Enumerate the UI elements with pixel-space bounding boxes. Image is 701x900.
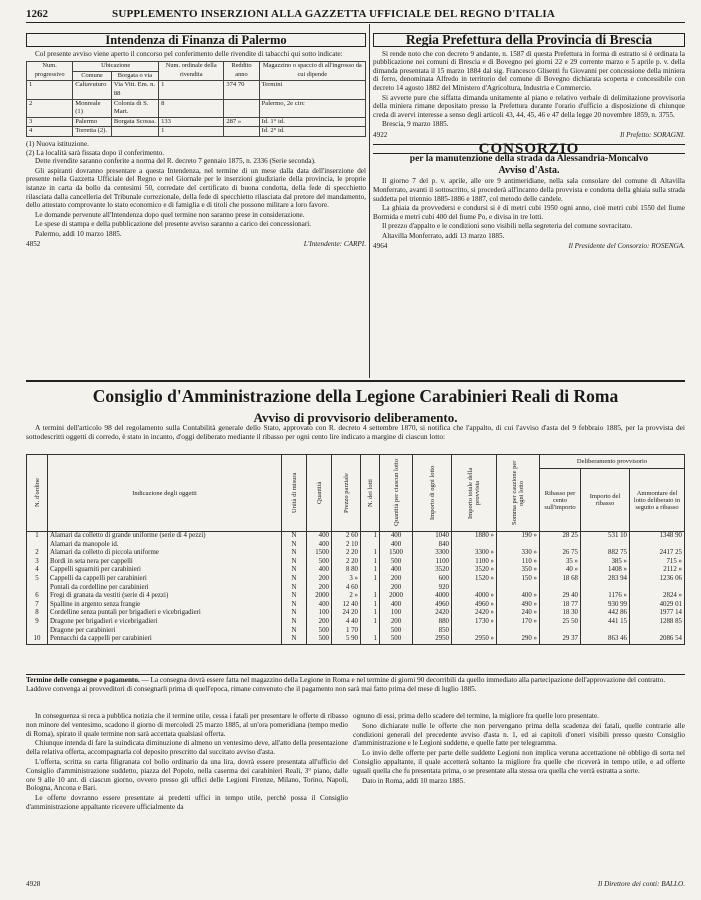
consorzio-title: CONSORZIO [373,144,685,155]
cell [581,541,630,550]
cell: 500 [307,635,332,644]
cell: Palermo, 2e circ [259,99,365,117]
cell: 2420 » [452,609,497,618]
cell: 490 » [497,601,540,610]
th-unita: Unità di misura [290,472,298,514]
place-date: Brescia, 9 marzo 1885. [382,120,449,129]
cell: N [282,601,307,610]
cell: 110 » [497,558,540,567]
cell: 8 [159,99,224,117]
header-title: SUPPLEMENTO INSERZIONI ALLA GAZZETTA UFFICIALE DEL REGNO D'ITALIA [112,8,556,20]
cell: 2 10 [332,541,361,550]
cell: 3 » [332,575,361,584]
footnote: (1) Nuova istituzione. [26,139,89,148]
cell: 200 [307,584,332,593]
cell: 3520 » [452,566,497,575]
cell: 24 20 [332,609,361,618]
cell: 500 [380,635,413,644]
notice-number: 4928 [26,880,41,888]
cell [224,99,259,117]
th-reddito: Reddito anno [224,62,259,81]
cell: Dragone per brigadieri e vicebrigadieri [48,618,282,627]
cell: 1 [361,566,380,575]
cell: 283 94 [581,575,630,584]
cell: 4960 » [452,601,497,610]
consorzio-subtitle: per la manutenzione della strada da Alessandria-Moncalvo [409,154,649,165]
cell: 2 60 [332,532,361,541]
cell [540,584,581,593]
th-ubicazione: Ubicazione [73,62,159,72]
place-date: Dato in Roma, addì 10 marzo 1885. [362,776,466,785]
th-lotti: N. dei lotti [366,479,374,507]
cell: 500 [380,627,413,636]
table-bottom-rule [26,674,685,675]
cell: 150 » [497,575,540,584]
bottom-left-text [26,712,348,813]
table-row [27,99,366,117]
terms-text: — La consegna dovrà essere fatta nel magazzino della Legione in Roma e nel termine di giorni 90 decorribili da quello immediato alla partecipazione dell'approvazione del contratto. Laddove convenga ai provveditori di consegnarli prima di quell'epoca, rimane convenuto che il pagamento non sarà mai fatto prima del mese di luglio 1885. [26,676,666,693]
cell: 1 [361,618,380,627]
cell: 930 99 [581,601,630,610]
table-row [27,584,685,593]
table-row [27,618,685,627]
cell: 330 » [497,549,540,558]
lots-table [26,454,685,645]
cell: 35 » [540,558,581,567]
table-row [27,549,685,558]
cell: 290 » [497,635,540,644]
cell: 1 [159,127,224,137]
main-intro: A termini dell'articolo 98 del regolamento sulla Contabilità generale dello Stato, approvato con R. decreto 4 settembre 1870, si notifica che l'appalto, di cui l'avviso d'asta del 9 febbraio 1885, per la provvista dei sottodescritti oggetti di corredo, è stato in incanto, d'oggi deliberato mediante il ribasso per ogni cento lire indicato a margine di ciascun lotto: [26,423,685,441]
notice-number: 4852 [26,240,41,249]
th-comune: Comune [73,71,112,81]
th-magazzino: Magazzino o spaccio di all'ingrosso da cui dipende [259,62,365,81]
body-paragraph: ognuno di essi, prima dello scadere del termine, la migliore fra quelle loro presentate. [353,712,599,720]
cell: 400 [380,532,413,541]
cell: N [282,566,307,575]
cell: 1 [361,575,380,584]
cell: 400 » [497,592,540,601]
signature: Il Presidente del Consorzio: ROSENGA. [568,242,685,251]
cell: 6 [27,592,48,601]
cell: 1 [361,558,380,567]
cell [630,584,685,593]
cell: 4000 » [452,592,497,601]
cell: 3 [27,117,73,127]
cell: 1408 » [581,566,630,575]
cell: 2086 54 [630,635,685,644]
cell: 1 70 [332,627,361,636]
right-notices [373,33,685,380]
cell: 200 [380,584,413,593]
body-paragraph: Le offerte dovranno essere presentate ai predetti uffici in tempo utile, perchè possa il Consiglio d'amministrazione appaltante ricevere ufficialmente da [26,794,348,811]
table-row [27,532,685,541]
cell [452,627,497,636]
table-row [27,541,685,550]
body-paragraph: L'offerta, scritta su carta filigranata col bollo ordinario da una lira, dovrà essere presentata all'ufficio del Consiglio d'amministrazione suddetto, piazza del Popolo, nella caserma dei carabinieri Reali, 3° piano, dalle ore 9 alle 10 ant. di ciascun giorno, ovvero presso gli uffici delle Legioni Firenze, Milano, Torino, Napoli, Bologna, Ancona e Bari. [26,757,348,793]
notice-number: 4922 [373,130,388,139]
cell: 170 » [497,618,540,627]
body-paragraph: In conseguenza si reca a pubblica notizia che il termine utile, cessa i fatali per presentare le offerte di ribasso non minore del ventesimo, scadono il giorno di mercoledì 25 marzo 1885, al un'ora pomeridiana (tempo medio di Roma), spirato il quale termine non sarà accettata qualsiasi offerta. [26,712,348,738]
terms-lead: Termine delle consegne e pagamento. [26,676,140,684]
cell: 715 » [630,558,685,567]
cell: 1880 » [452,532,497,541]
consorzio-paragraph: Il giorno 7 del p. v. aprile, alle ore 9 antimeridiane, nella sala consolare del comune di Altavilla Monferrato, avanti il sottoscritto, si procederà all'incanto della provvista e condotta della ghiaia sulla strada suddetta pel triennio 1885-1886 e 1887, col metodo delle candele. [373,177,685,203]
cell [540,627,581,636]
cell: 2000 [307,592,332,601]
th-quantita-lotto: Quantità per ciascun lotto [392,459,400,527]
cell: 4 [27,127,73,137]
column-divider [369,24,370,378]
cell: 2000 [380,592,413,601]
cell: N [282,618,307,627]
cell [27,541,48,550]
cell: 400 [380,601,413,610]
cell: 200 [307,618,332,627]
cell: 1236 06 [630,575,685,584]
cell: 4029 01 [630,601,685,610]
cell: 400 [380,566,413,575]
cell: Spalline in argento senza frangie [48,601,282,610]
cell: 40 » [540,566,581,575]
cell: 2420 [413,609,452,618]
signature: L'Intendente: CARPI. [303,240,366,249]
cell: 400 [307,532,332,541]
signature-line [373,131,685,140]
cell: 100 [307,609,332,618]
body-paragraph: Lo invio delle offerte per parte delle suddette Legioni non implica veruna accettazione nè obbligo di sorta nel Consiglio appaltante, il quale accetterà soltanto la migliore fra quelle che riceverà in tempo utile, e ad offerte uguali quella che fu presentata prima, o se presentate alla stessa ora quella che verrà estratta a sorte. [353,749,685,775]
cell: N [282,584,307,593]
cell: 350 » [497,566,540,575]
avviso-heading: Avviso d'Asta. [498,164,560,176]
cell: 500 [307,558,332,567]
th-cauzione: Somma per cauzione per ogni lotto [511,460,525,526]
cell: 1520 » [452,575,497,584]
signature: Il Prefetto: SORAGNI. [619,130,685,139]
cell: 200 [380,618,413,627]
cell: 600 [413,575,452,584]
cell: 200 [380,575,413,584]
left-paragraph: Dette rivendite saranno conferite a norma del R. decreto 7 gennaio 1875, n. 2336 (Serie seconda). [35,157,316,166]
th-importo-totale: Importo totale della provvista [467,467,481,519]
cell: 400 [307,541,332,550]
cell: Cappelli sguarniti per carabinieri [48,566,282,575]
table-row [27,558,685,567]
table-row [27,566,685,575]
signature-line [26,240,366,249]
signature-line [373,242,685,251]
cell: 8 [27,609,48,618]
cell [540,541,581,550]
cell: Id. 2° id. [259,127,365,137]
th-ordinale: Num. ordinale della rivendita [159,62,224,81]
left-paragraph: Le spese di stampa e della pubblicazione del presente avviso saranno a carico dei concessionari. [35,220,312,229]
cell: 200 [307,575,332,584]
cell: 2417 25 [630,549,685,558]
cell: 3300 » [452,549,497,558]
left-notice-title: Intendenza di Finanza di Palermo [26,33,366,47]
th-borgata: Borgata o via [111,71,158,81]
cell: 4 40 [332,618,361,627]
cell: 8 80 [332,566,361,575]
cell [27,584,48,593]
cell: 1288 85 [630,618,685,627]
cell: 26 75 [540,549,581,558]
th-importo-ribasso: Importo del ribasso [581,469,630,532]
cell: Alamari da manopole id. [48,541,282,550]
cell: 863 46 [581,635,630,644]
notice-number: 4964 [373,242,388,251]
left-paragraph: Col presente avviso viene aperto il concorso pel conferimento delle rivendite di tabacchi qui sotto indicate: [35,49,343,58]
cell: 1100 [413,558,452,567]
cell: N [282,627,307,636]
cell: Alamari da colletto di piccola uniforme [48,549,282,558]
cell: 1 [361,592,380,601]
th-quantita: Quantità [315,481,323,505]
cell: 12 40 [332,601,361,610]
table-row [27,635,685,644]
th-importo-lotto: Importo di ogni lotto [428,465,436,521]
cell: 2950 [413,635,452,644]
cell: N [282,609,307,618]
cell: 1730 » [452,618,497,627]
cell: 2824 » [630,592,685,601]
cell: Termini [259,81,365,99]
cell: 1 [27,81,73,99]
cell: 840 [413,541,452,550]
cell: 5 [27,575,48,584]
cell: 18 77 [540,601,581,610]
cell: 400 [307,601,332,610]
signature-line [26,880,685,888]
cell: 2 [27,99,73,117]
main-title: Consiglio d'Amministrazione della Legione Carabinieri Reali di Roma [92,386,619,406]
cell: 400 [380,541,413,550]
cell: 100 [380,609,413,618]
cell: 1977 14 [630,609,685,618]
cell: 400 [307,566,332,575]
cell: 1348 90 [630,532,685,541]
cell: 18 30 [540,609,581,618]
signature: Il Direttore dei conti: BALLO. [597,880,685,888]
cell: Pennacchi da cappelli per carabinieri [48,635,282,644]
left-paragraph: Le domande pervenute all'Intendenza dopo quel termine non saranno prese in considerazione. [35,210,305,219]
table-row [27,627,685,636]
cell [497,584,540,593]
cell: 3 [27,558,48,567]
cell: N [282,549,307,558]
cell: 1 [361,532,380,541]
cell: 2112 » [630,566,685,575]
cell: 10 [27,635,48,644]
table-row [27,592,685,601]
cell: Via Vitt. Em. n. 88 [111,81,158,99]
table-row [27,609,685,618]
right-notice-title: Regia Prefettura della Provincia di Brescia [373,33,685,47]
cell: 374 70 [224,81,259,99]
cell: 500 [380,558,413,567]
consorzio-paragraph: La ghiaia da provvedersi e condursi si è di metri cubi 1950 ogni anno, cioè metri cubi 1550 del fiume Bormida e metri cubi 400 del fiume Po, e divisa in tre lotti. [373,204,685,221]
right-paragraph: Si avverte pure che siffatta dimanda unitamente al piano e relativo verbale di delimitazione provvisoria della miniera rimane depositato presso la Prefettura durante l'orario d'ufficio a disposizione di chiunque creda di avervi interesse a senso degli articoli 43, 44, 45, 46 e 47 della legge 20 novembre 1859, n. 3755. [373,93,685,119]
table-row [27,117,366,127]
cell: 531 10 [581,532,630,541]
cell: 2 20 [332,558,361,567]
place-date: Altavilla Monferrato, addì 13 marzo 1885. [382,231,505,240]
footnote: (2) La località sarà fissata dopo il conferimento. [26,148,165,157]
cell: Fregi di granata da vestiti (serie di 4 pezzi) [48,592,282,601]
cell: 1 [159,81,224,99]
cell: 1 [361,635,380,644]
cell: Palermo [73,117,112,127]
cell: 1 [361,549,380,558]
cell: N [282,575,307,584]
cell: 4000 [413,592,452,601]
cell: 240 » [497,609,540,618]
place-date: Palermo, addì 10 marzo 1885. [35,229,122,238]
cell: 2 [27,549,48,558]
cell: N [282,532,307,541]
cell: 4 [27,566,48,575]
cell: 287 » [224,117,259,127]
cell: 4 60 [332,584,361,593]
cell: Dragone per carabinieri [48,627,282,636]
left-notice [26,33,366,380]
th-ribasso: Ribasso per cento sull'importo [540,469,581,532]
cell [452,584,497,593]
cell: 7 [27,601,48,610]
cell: 29 40 [540,592,581,601]
body-paragraph: Chiunque intenda di fare la suindicata diminuzione di almeno un ventesimo deve, all'atto della presentazione della relativa offerta, accompagnarla col deposito prescritto dal succitato avviso d'asta. [26,739,348,757]
cell [452,541,497,550]
cell: 1 [27,532,48,541]
table-row [27,601,685,610]
cell: N [282,592,307,601]
cell [497,627,540,636]
cell: 4960 [413,601,452,610]
th-oggetti: Indicazione degli oggetti [48,455,282,532]
cell: 1100 » [452,558,497,567]
cell: N [282,541,307,550]
th-num: Num. progressivo [27,62,73,81]
cell: 1500 [307,549,332,558]
cell [111,127,158,137]
bottom-right-text [353,712,685,786]
cell: 133 [159,117,224,127]
cell: 920 [413,584,452,593]
cell [630,541,685,550]
th-prezzo: Prezzo parziale [342,473,350,513]
cell: Caltavuturo [73,81,112,99]
left-paragraph: Gli aspiranti dovranno presentare a questa Intendenza, nel termine di un mese dalla data dell'inserzione del presente nella Gazzetta Ufficiale del Regno e nel Giornale per le inserzioni giudiziarie della provincia, le proprie istanze in carta da bollo da centesimi 50, corredate del certificato di buona condotta, della fede di specchietto rilasciata dalla cancelleria del Tribunale correzionale, della fede di specchietto rilasciata dal pretore del mandamento, dello attestato comprovante lo stato economico e di famiglia e di titoli che possono militare a loro favore. [26,166,366,210]
lots-table-body [27,532,685,645]
page-header [26,8,685,23]
cell: Id. 1° id. [259,117,365,127]
cell [361,627,380,636]
cell: 1 [361,609,380,618]
cell: 880 [413,618,452,627]
cell: 29 37 [540,635,581,644]
cell: 1500 [380,549,413,558]
cell: 882 75 [581,549,630,558]
page-number: 1262 [26,8,48,20]
cell: 18 68 [540,575,581,584]
section-divider [26,380,685,382]
cell [361,584,380,593]
cell: 1 [361,601,380,610]
body-paragraph: Sono dichiarate nulle le offerte che non pervengano prima della scadenza dei fatali, quelle contrarie alle condizioni generali del precedente avviso d'asta n. 1, ed ai capitoli d'oneri visibili presso questo Consiglio d'amministrazione e le Legioni suddette, e quelle fatte per telegramma. [353,721,685,748]
right-paragraph: Si rende noto che con decreto 9 andante, n. 1587 di questa Prefettura in forma di estratto si è ordinata la pubblicazione nei comuni di Brescia e di Bovegno pei giorni 22 e 29 corrente marzo e 5 aprile p. v. della dimanda presentata il 15 marzo 1884 dal sig. Francesco Glisenti fu Giovanni per concessione della miniera di ferro, denominata Alfredo in territorio del comune di Bovegno dichiarata scoperta e concessibile con decreto 14 agosto 1882 del Ministero d'Agricoltura, Industria e Commercio. [373,49,685,92]
cell: Borgata Scossa. [111,117,158,127]
cell [361,541,380,550]
cell: 9 [27,618,48,627]
cell: 3300 [413,549,452,558]
cell: N [282,635,307,644]
cell: 3520 [413,566,452,575]
cell [224,127,259,137]
cell: 850 [413,627,452,636]
cell: 2950 » [452,635,497,644]
cell: Bordi in seta nera per cappelli [48,558,282,567]
cell: Cappelli da cappelli per carabinieri [48,575,282,584]
cell: 500 [307,627,332,636]
cell: 1040 [413,532,452,541]
cell: Colonia di S. Mart. [111,99,158,117]
rivendite-table [26,61,366,137]
cell: Pontali da cordelline per carabinieri [48,584,282,593]
main-subtitle: Avviso di provvisorio deliberamento. [253,410,458,425]
cell [581,627,630,636]
cell: 190 » [497,532,540,541]
cell: Torretta (2). [73,127,112,137]
terms-paragraph [26,676,685,694]
cell: 2 20 [332,549,361,558]
cell: 28 25 [540,532,581,541]
cell [581,584,630,593]
cell: Monreale (1) [73,99,112,117]
table-row [27,81,366,99]
th-ammontare: Ammontare del lotto deliberato in seguito a ribasso [630,469,685,532]
cell: N [282,558,307,567]
consorzio-paragraph: Il prezzo d'appalto e le condizioni sono visibili nella segreteria del comune sovracitato. [382,222,633,231]
table-row [27,127,366,137]
cell [27,627,48,636]
cell [630,627,685,636]
cell: 25 50 [540,618,581,627]
cell: 2 » [332,592,361,601]
th-ordine: N. d'ordine [33,478,41,508]
cell: Cordelline senza puntali per brigadieri e vicebrigadieri [48,609,282,618]
cell: Alamari da colletto di grande uniforme (serie di 4 pezzi) [48,532,282,541]
cell: 442 86 [581,609,630,618]
th-deliberamento: Deliberamento provvisorio [540,455,685,469]
cell: 1176 » [581,592,630,601]
table-row [27,575,685,584]
cell: 5 90 [332,635,361,644]
cell: 441 15 [581,618,630,627]
cell: 385 » [581,558,630,567]
cell [497,541,540,550]
